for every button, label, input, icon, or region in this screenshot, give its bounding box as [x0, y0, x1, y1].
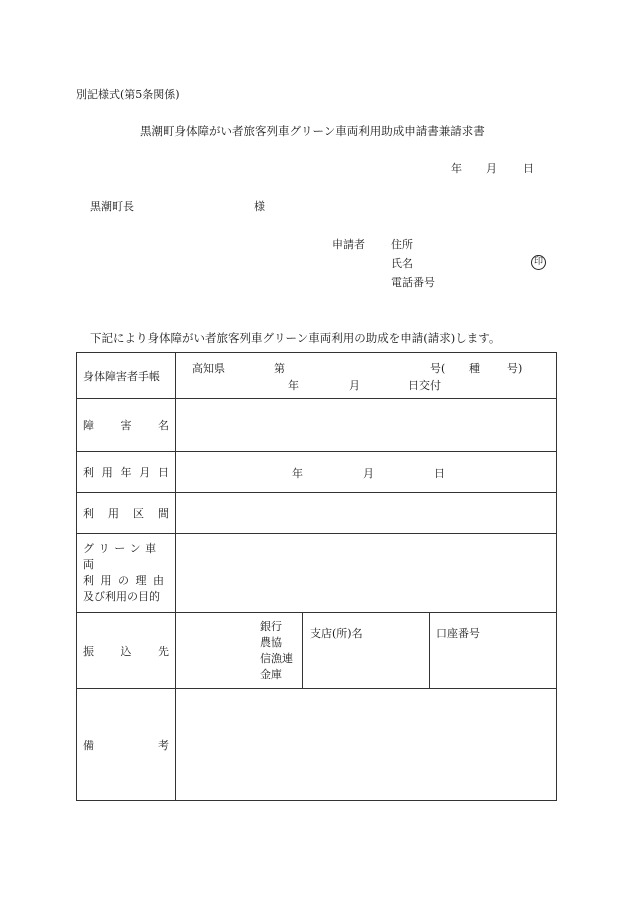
bank-type-shingyoren: 信漁連 — [260, 652, 293, 665]
handbook-gou: 号) — [507, 362, 523, 375]
transfer-row — [77, 613, 557, 689]
applicant-address-label: 住所 — [391, 238, 413, 251]
section-row — [77, 493, 557, 534]
handbook-issued: 日交付 — [408, 379, 441, 392]
application-form-table — [76, 352, 557, 801]
handbook-year: 年 — [288, 379, 299, 392]
handbook-shu: 種 — [469, 362, 480, 375]
bank-type-nokyo: 農協 — [260, 636, 282, 649]
applicant-phone-label: 電話番号 — [391, 276, 435, 289]
handbook-row — [77, 353, 557, 399]
seal-mark: 印 — [531, 255, 546, 270]
disability-row — [77, 399, 557, 452]
bank-type-kinko: 金庫 — [260, 668, 282, 681]
handbook-label: 身体障害者手帳 — [77, 353, 176, 399]
handbook-dai: 第 — [274, 362, 285, 375]
disability-label: 障 害 名 — [77, 399, 176, 452]
handbook-month: 月 — [349, 379, 360, 392]
transfer-field — [176, 613, 557, 689]
usage-year: 年 — [292, 467, 303, 480]
section-label: 利 用 区 間 — [77, 493, 176, 534]
reason-label: グリーン車両 利用の理由 及び利用の目的 — [77, 534, 176, 613]
applicant-name-label: 氏名 — [391, 257, 413, 270]
remarks-label: 備 考 — [77, 689, 176, 801]
branch-cell[interactable] — [303, 613, 430, 688]
usage-month: 月 — [363, 467, 374, 480]
honorific: 様 — [254, 200, 265, 213]
handbook-go: 号( — [430, 362, 446, 375]
handbook-prefecture: 高知県 — [192, 362, 225, 375]
transfer-label: 振 込 先 — [77, 613, 176, 689]
section-field[interactable] — [176, 493, 557, 534]
account-cell[interactable] — [430, 613, 556, 688]
remarks-row — [77, 689, 557, 801]
date-month-label: 月 — [486, 162, 497, 175]
account-label: 口座番号 — [436, 627, 480, 640]
bank-type-ginko: 銀行 — [260, 620, 282, 633]
date-year-label: 年 — [451, 162, 462, 175]
document-title: 黒潮町身体障がい者旅客列車グリーン車両利用助成申請書兼請求書 — [140, 124, 485, 138]
reason-row — [77, 534, 557, 613]
disability-field[interactable] — [176, 399, 557, 452]
usage-date-field[interactable] — [176, 452, 557, 493]
branch-label: 支店(所)名 — [310, 627, 363, 640]
addressee: 黒潮町長 — [90, 200, 134, 213]
usage-date-row — [77, 452, 557, 493]
handbook-field[interactable] — [176, 353, 557, 399]
usage-day: 日 — [434, 467, 445, 480]
bank-type-cell[interactable] — [176, 613, 303, 688]
usage-date-label: 利 用 年 月 日 — [77, 452, 176, 493]
applicant-label: 申請者 — [332, 238, 365, 251]
intro-statement: 下記により身体障がい者旅客列車グリーン車両利用の助成を申請(請求)します。 — [90, 331, 501, 345]
form-reference: 別記様式(第5条関係) — [76, 88, 180, 101]
date-day-label: 日 — [523, 162, 534, 175]
reason-field[interactable] — [176, 534, 557, 613]
remarks-field[interactable] — [176, 689, 557, 801]
